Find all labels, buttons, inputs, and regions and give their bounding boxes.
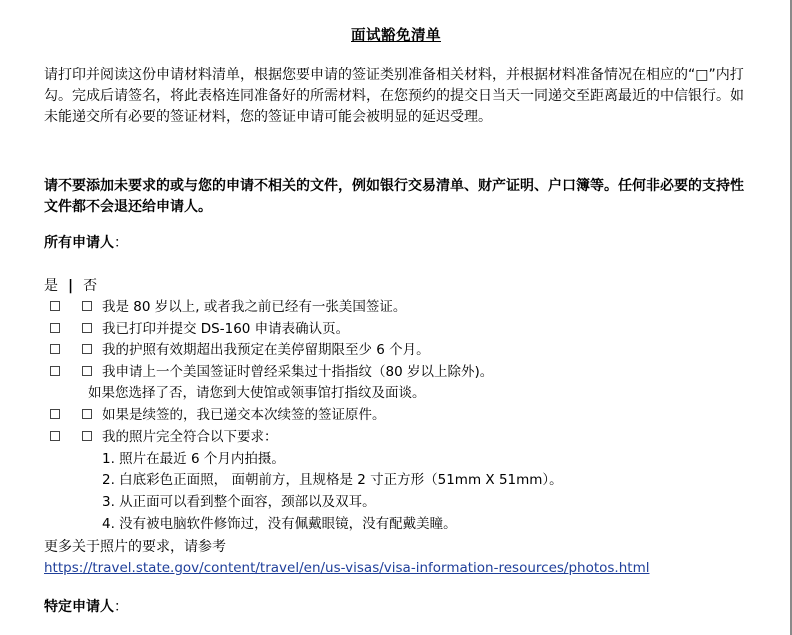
no-label: 否 <box>83 278 98 294</box>
checklist-item-passport-validity <box>50 340 430 361</box>
notice-paragraph: 请不要添加未要求的或与您的申请不相关的文件，例如银行交易清单、财产证明、户口簿等。任何非必要的支持性文件都不会退还给申请人。 <box>44 178 744 215</box>
yes-checkbox[interactable] <box>50 344 60 354</box>
no-checkbox[interactable] <box>82 344 92 354</box>
yes-no-separator: | <box>68 278 74 294</box>
yes-checkbox[interactable] <box>50 366 60 376</box>
no-checkbox[interactable] <box>82 366 92 376</box>
photo-requirements-link[interactable]: https://travel.state.gov/content/travel/en/us-visas/visa-information-resources/photos.html <box>44 560 650 576</box>
yes-checkbox[interactable] <box>50 301 60 311</box>
no-checkbox[interactable] <box>82 301 92 311</box>
photo-requirement: 2. 白底彩色正面照， 面朝前方，且规格是 2 寸正方形（51mm X 51mm）。 <box>102 472 563 488</box>
checklist-item-text: 如果是续签的，我已递交本次续签的签证原件。 <box>102 407 386 423</box>
yes-label: 是 <box>44 278 58 294</box>
more-info-text: 更多关于照片的要求，请参考 <box>44 539 226 555</box>
checklist-item-fingerprints <box>50 362 493 383</box>
specific-applicants-colon: ： <box>114 599 128 615</box>
specific-applicants-heading <box>44 597 128 618</box>
checklist-item-photo <box>50 427 278 448</box>
all-applicants-colon: ： <box>114 235 128 251</box>
page-title: 面试豁免清单 <box>351 28 441 44</box>
all-applicants-label: 所有申请人 <box>44 235 114 251</box>
yes-checkbox[interactable] <box>50 323 60 333</box>
no-checkbox[interactable] <box>82 409 92 419</box>
no-checkbox[interactable] <box>82 323 92 333</box>
photo-requirement: 1. 照片在最近 6 个月内拍摄。 <box>102 451 285 467</box>
checklist-item-text: 我是 80 岁以上, 或者我之前已经有一张美国签证。 <box>102 299 407 315</box>
yes-checkbox[interactable] <box>50 409 60 419</box>
intro-paragraph: 请打印并阅读这份申请材料清单，根据您要申请的签证类别准备相关材料，并根据材料准备情况在相应的“□”内打勾。完成后请签名，将此表格连同准备好的所需材料，在您预约的提交日当天一同递交至距离最近的中信银行。如未能递交所有必要的签证材料，您的签证申请可能会被明显的延迟受理。 <box>44 67 744 125</box>
checklist-item-ds160 <box>50 319 349 340</box>
fingerprint-note: 如果您选择了否，请您到大使馆或领事馆打指纹及面谈。 <box>88 385 426 401</box>
specific-applicants-label: 特定申请人 <box>44 599 114 615</box>
checklist-item-text: 我的照片完全符合以下要求： <box>102 429 278 445</box>
checklist-item-age-or-prior-visa <box>50 297 406 318</box>
no-checkbox[interactable] <box>82 431 92 441</box>
all-applicants-heading <box>44 233 128 254</box>
photo-requirement: 3. 从正面可以看到整个面容，颈部以及双耳。 <box>102 494 376 510</box>
checklist-item-text: 我的护照有效期超出我预定在美停留期限至少 6 个月。 <box>102 342 430 358</box>
checklist-item-text: 我申请上一个美国签证时曾经采集过十指指纹（80 岁以上除外)。 <box>102 364 494 380</box>
checklist-item-renewal-original <box>50 405 386 426</box>
yes-no-header <box>44 276 97 297</box>
yes-checkbox[interactable] <box>50 431 60 441</box>
checklist-item-text: 我已打印并提交 DS-160 申请表确认页。 <box>102 321 350 337</box>
photo-requirement: 4. 没有被电脑软件修饰过，没有佩戴眼镜，没有配戴美瞳。 <box>102 516 457 532</box>
